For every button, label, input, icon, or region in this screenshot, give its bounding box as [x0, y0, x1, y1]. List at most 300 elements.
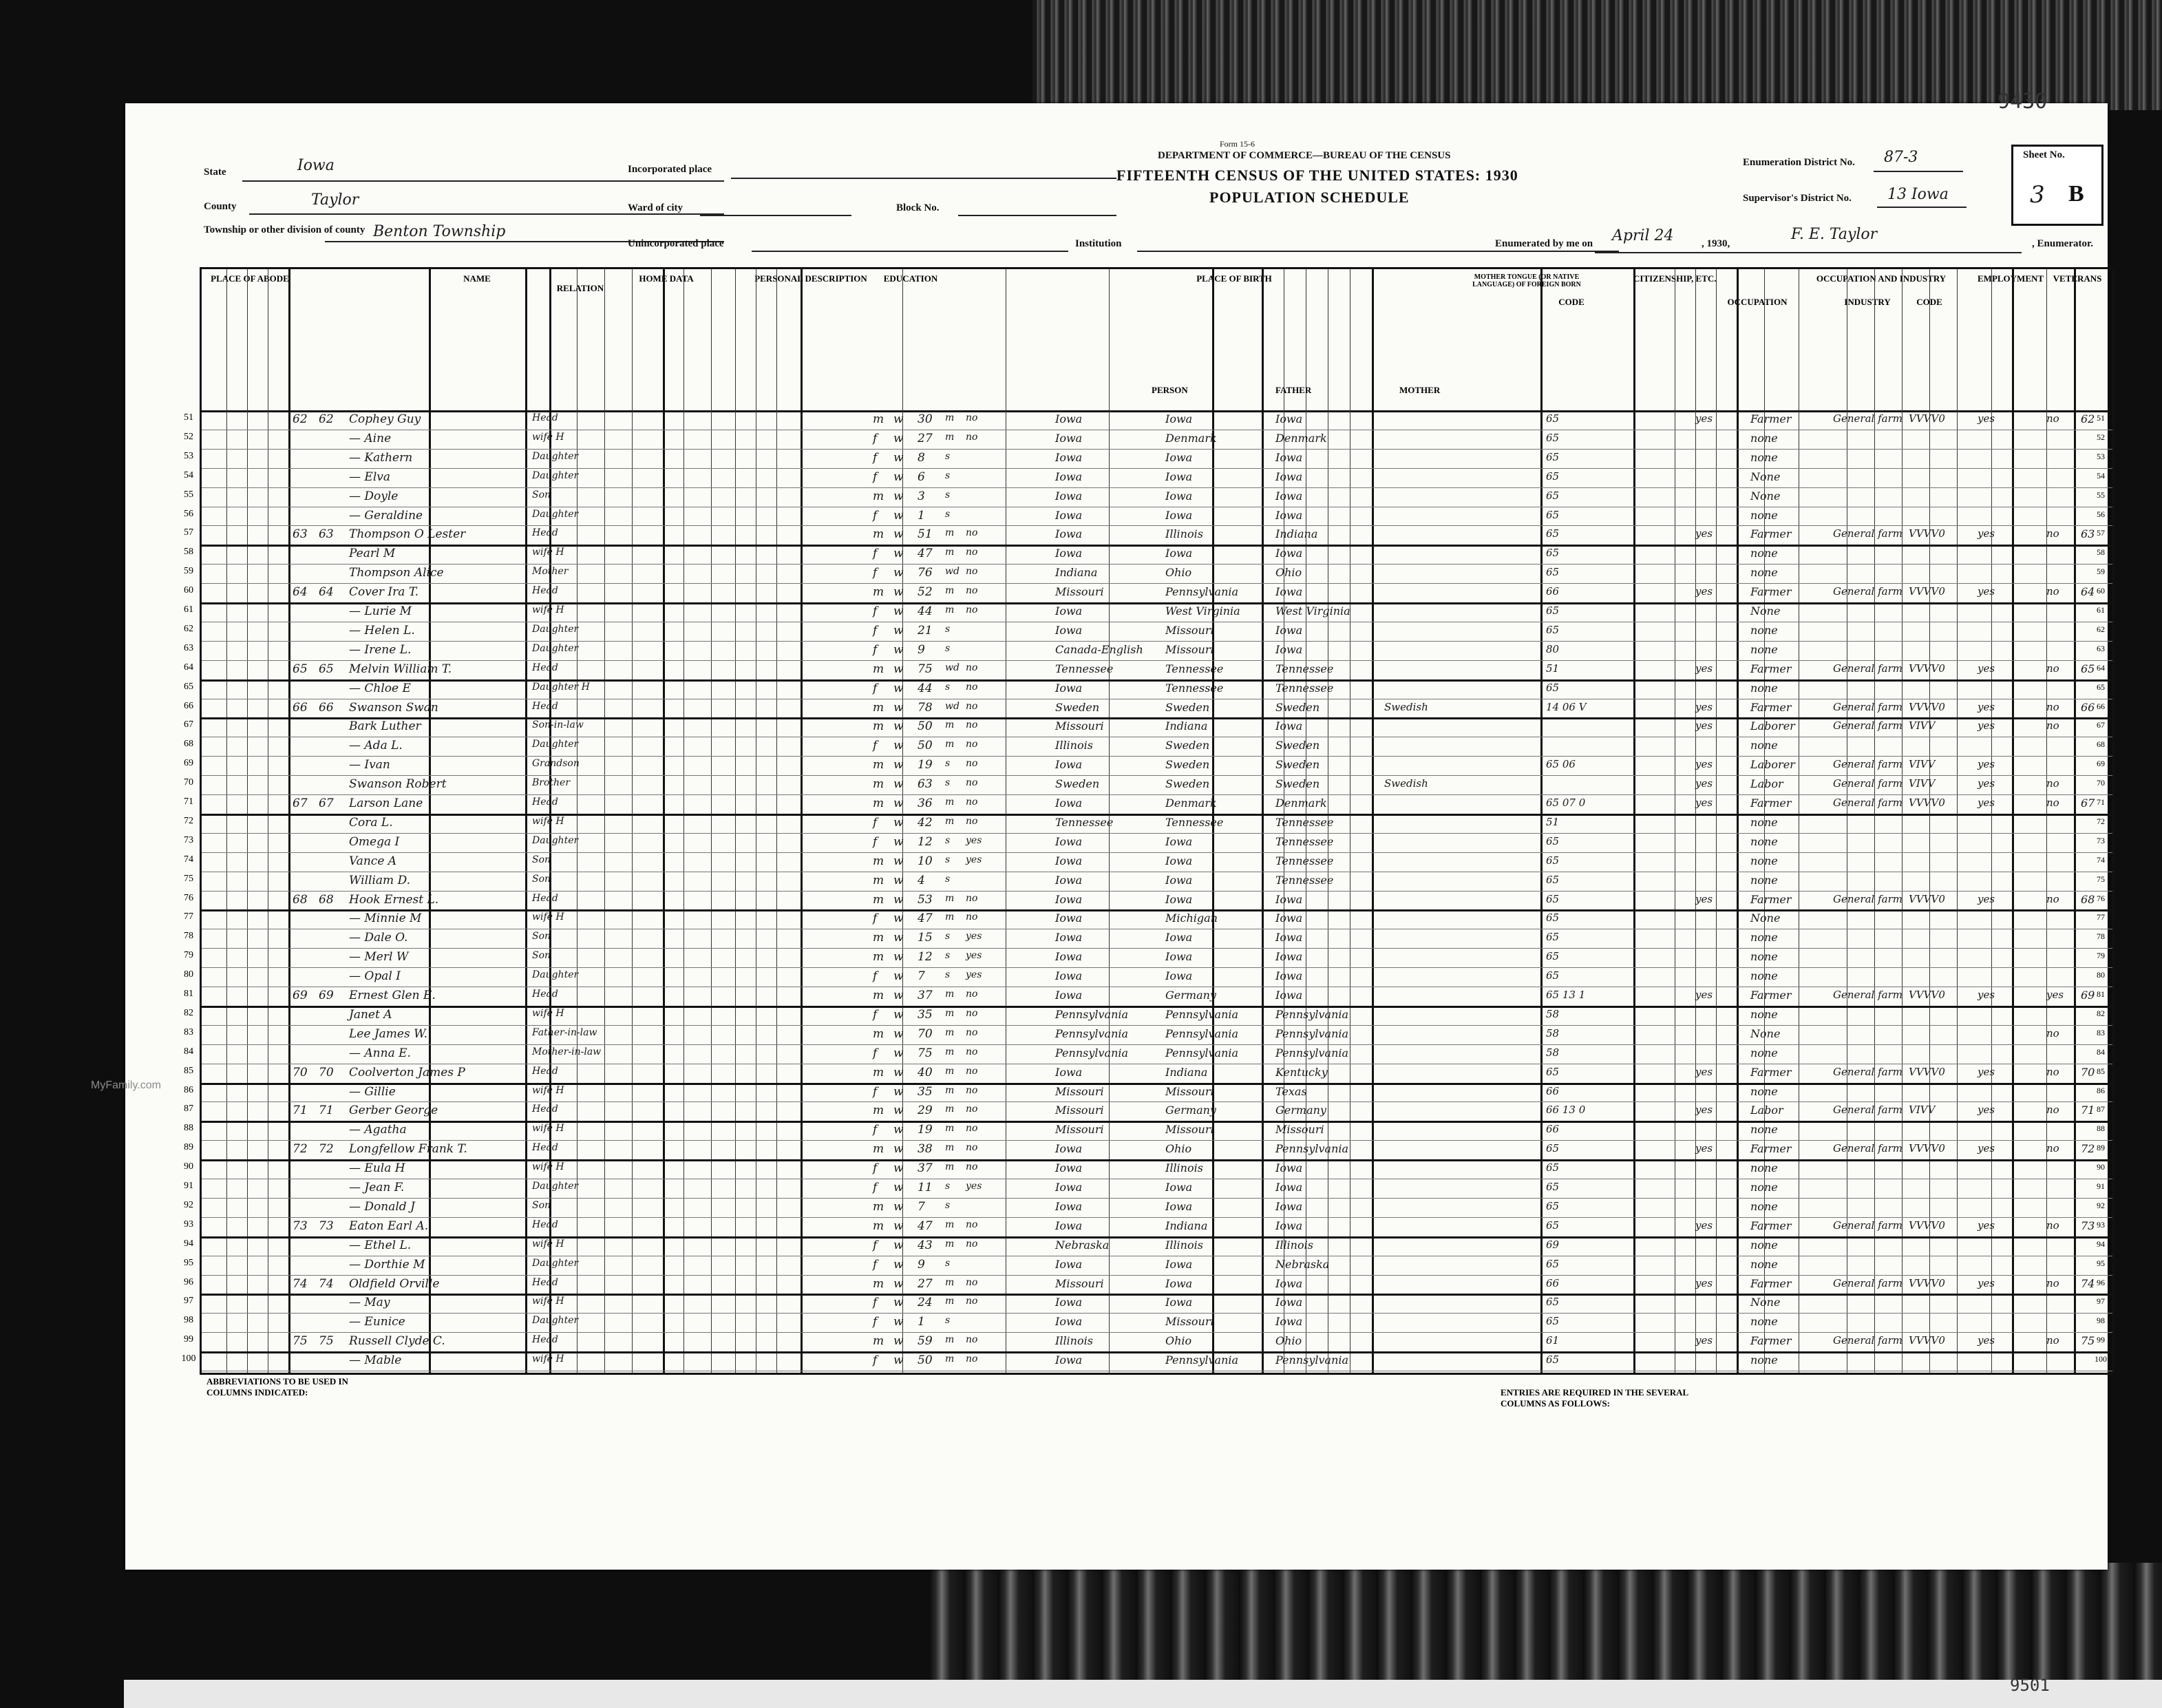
grid-column-line [711, 269, 712, 1373]
cell-fb: Missouri [1165, 642, 1214, 656]
grid-column-line [288, 269, 290, 1373]
grid-column-line [2046, 269, 2047, 1373]
row-number-right: 92 [2097, 1200, 2105, 1210]
cell-code: 65 [1546, 1315, 1560, 1328]
cell-n: 76 [184, 892, 193, 903]
cell-mar: m [945, 431, 955, 443]
cell-code: 66 [1546, 1123, 1560, 1136]
cell-mar: m [945, 1161, 955, 1173]
group-mother-tongue: MOTHER TONGUE (OR NATIVE LANGUAGE) OF FOREIGN BORN [1472, 273, 1581, 288]
cell-name: Cophey Guy [349, 412, 421, 426]
cell-name: — Doyle [349, 489, 399, 503]
cell-emp: yes [1978, 777, 1995, 790]
cell-fb: Missouri [1165, 1315, 1214, 1329]
cell-occ: none [1750, 834, 1778, 848]
cell-cd: VVVV0 [1909, 892, 1945, 905]
row-number-right: 64 [2097, 662, 2105, 673]
cell-age: 37 [918, 1161, 933, 1176]
cell-name: Longfellow Frank T. [349, 1142, 467, 1157]
cell-name: — May [349, 1296, 390, 1310]
cell-occ: none [1750, 642, 1778, 656]
cell-mar: m [945, 1123, 955, 1135]
cell-race: w [893, 1334, 904, 1349]
cell-vet: no [2046, 1104, 2059, 1117]
row-number-right: 56 [2097, 509, 2105, 519]
cell-mb: Texas [1275, 1084, 1307, 1098]
cell-age: 50 [918, 1353, 933, 1368]
cell-sex: f [873, 1296, 878, 1310]
table-row-line [202, 814, 2112, 816]
cell-edu: no [966, 911, 978, 923]
cell-n: 72 [184, 815, 193, 826]
cell-emp: yes [1978, 700, 1995, 713]
row-number-right: 80 [2097, 970, 2105, 980]
cell-edu: no [966, 1123, 978, 1135]
cell-pb: Iowa [1055, 1181, 1083, 1194]
cell-code: 65 [1546, 1219, 1560, 1232]
cell-n: 93 [184, 1219, 193, 1230]
cell-mb: Iowa [1275, 1181, 1303, 1194]
cell-mb: Iowa [1275, 969, 1303, 983]
cell-pb: Iowa [1055, 470, 1083, 483]
cell-edu: yes [966, 950, 982, 962]
cell-age: 75 [918, 662, 933, 676]
cell-fa: 69 [319, 989, 334, 1002]
cell-sex: m [873, 854, 884, 868]
cell-age: 12 [918, 834, 933, 849]
cell-name: Gerber George [349, 1104, 438, 1118]
cell-rel: Daughter [532, 834, 579, 846]
cell-race: w [893, 623, 904, 637]
cell-name: Lee James W. [349, 1026, 427, 1041]
cell-mb: Iowa [1275, 623, 1303, 637]
grid-column-line [1991, 269, 1992, 1373]
cell-race: w [893, 642, 904, 657]
cell-occ: Farmer [1750, 527, 1792, 541]
cell-sex: f [873, 1257, 878, 1272]
group-abode: PLACE OF ABODE [211, 273, 289, 284]
cell-sex: f [873, 508, 878, 523]
cell-race: w [893, 450, 904, 465]
cell-edu: no [966, 815, 978, 827]
cell-tongue: Swedish [1384, 700, 1428, 713]
cell-mar: m [945, 911, 955, 923]
cell-name: — Dale O. [349, 931, 408, 945]
cell-occ: none [1750, 1199, 1778, 1213]
cell-age: 44 [918, 681, 933, 695]
cell-citizenship-mark: yes [1695, 1334, 1713, 1347]
cell-fb: Tennessee [1165, 681, 1224, 695]
cell-edu: no [966, 1046, 978, 1057]
cell-ind: General farm [1833, 527, 1903, 540]
cell-name: — Jean F. [349, 1181, 405, 1194]
cell-age: 52 [918, 585, 933, 600]
cell-sex: m [873, 1199, 884, 1214]
cell-mar: s [945, 642, 951, 654]
group-employment: EMPLOYMENT [1978, 273, 2044, 284]
cell-mar: m [945, 719, 955, 731]
cell-race: w [893, 604, 904, 618]
cell-occ: Farmer [1750, 1065, 1792, 1079]
cell-fb: Indiana [1165, 1219, 1208, 1232]
cell-cd: VVVV0 [1909, 797, 1945, 809]
cell-code: 65 06 [1546, 758, 1576, 771]
cell-pb: Nebraska [1055, 1238, 1110, 1252]
cell-fb: Iowa [1165, 450, 1193, 464]
incorporated-label: Incorporated place [628, 164, 712, 175]
cell-citizenship-mark: yes [1695, 719, 1713, 732]
cell-name: — Eunice [349, 1315, 405, 1329]
grid-column-line [247, 269, 248, 1373]
cell-sex: m [873, 777, 884, 792]
cell-sex: f [873, 566, 878, 580]
cell-rel: Daughter [532, 450, 579, 462]
cell-fb: Missouri [1165, 1084, 1214, 1098]
cell-fb: Denmark [1165, 431, 1217, 445]
cell-code: 14 06 V [1546, 700, 1587, 713]
cell-dw: 73 [293, 1219, 308, 1233]
cell-race: w [893, 989, 904, 1002]
cell-fa: 74 [319, 1276, 334, 1291]
cell-age: 3 [918, 489, 925, 503]
cell-age: 50 [918, 739, 933, 753]
cell-vn: 72 [2081, 1142, 2095, 1156]
cell-age: 9 [918, 642, 925, 657]
cell-code: 65 [1546, 1296, 1560, 1309]
cell-cd: VVVV0 [1909, 1142, 1945, 1155]
cell-mar: s [945, 873, 951, 885]
cell-mb: West Virginia [1275, 604, 1350, 618]
cell-code: 65 [1546, 1353, 1560, 1367]
cell-mb: Iowa [1275, 1296, 1303, 1309]
cell-mar: s [945, 623, 951, 635]
cell-fa: 64 [319, 585, 334, 600]
cell-rel: Son [532, 1199, 551, 1211]
cell-edu: no [966, 892, 978, 904]
row-number-right: 74 [2097, 854, 2105, 865]
cell-fb: Pennsylvania [1165, 1026, 1239, 1040]
cell-citizenship-mark: yes [1695, 1142, 1713, 1155]
cell-citizenship-mark: yes [1695, 989, 1713, 1001]
cell-vet: no [2046, 1276, 2059, 1289]
cell-race: w [893, 1238, 904, 1252]
cell-cd: VVVV0 [1909, 412, 1945, 425]
cell-sex: m [873, 797, 884, 810]
cell-sex: m [873, 1142, 884, 1157]
cell-mar: s [945, 854, 951, 865]
cell-dw: 69 [293, 989, 308, 1002]
table-row-line [202, 641, 2112, 642]
cell-vet: no [2046, 700, 2059, 713]
cell-rel: Brother [532, 777, 571, 789]
cell-pb: Tennessee [1055, 815, 1114, 829]
cell-age: 36 [918, 797, 933, 810]
cell-race: w [893, 892, 904, 907]
cell-name: — Minnie M [349, 911, 422, 926]
cell-fb: Iowa [1165, 950, 1193, 964]
cell-citizenship-mark: yes [1695, 892, 1713, 905]
cell-race: w [893, 758, 904, 772]
cell-mar: s [945, 931, 951, 942]
cell-mar: m [945, 1334, 955, 1346]
cell-fa: 71 [319, 1104, 334, 1118]
grid-column-line [735, 269, 736, 1373]
cell-emp: yes [1978, 1334, 1995, 1347]
row-number-right: 78 [2097, 931, 2105, 942]
cell-age: 27 [918, 1276, 933, 1291]
cell-pb: Iowa [1055, 950, 1083, 964]
cell-cd: VVVV0 [1909, 989, 1945, 1001]
enumerated-label: Enumerated by me on [1495, 238, 1593, 249]
cell-pb: Iowa [1055, 547, 1083, 560]
cell-rel: Head [532, 1219, 558, 1230]
cell-mar: m [945, 1046, 955, 1057]
cell-rel: Grandson [532, 758, 580, 770]
cell-age: 19 [918, 758, 933, 772]
table-row-line [202, 1159, 2112, 1161]
table-row-line [202, 1198, 2112, 1199]
cell-rel: Daughter [532, 969, 579, 981]
row-number-right: 99 [2097, 1335, 2105, 1345]
cell-dw: 63 [293, 527, 308, 542]
cell-ind: General farm [1833, 412, 1903, 425]
cell-mar: s [945, 470, 951, 481]
cell-citizenship-mark: yes [1695, 662, 1713, 675]
cell-age: 53 [918, 892, 933, 907]
table-row-line [202, 564, 2112, 565]
cell-name: Vance A [349, 854, 397, 868]
cell-edu: no [966, 681, 978, 693]
cell-mb: Iowa [1275, 931, 1303, 945]
group-birth: PLACE OF BIRTH [1196, 273, 1272, 284]
cell-cd: VVVV0 [1909, 662, 1945, 675]
grid-column-line [632, 269, 633, 1373]
cell-mar: m [945, 412, 955, 423]
cell-pb: Iowa [1055, 1065, 1083, 1079]
cell-mb: Tennessee [1275, 854, 1334, 867]
cell-n: 92 [184, 1199, 193, 1210]
cell-edu: no [966, 1238, 978, 1250]
table-row-line [202, 1025, 2112, 1026]
grid-column-line [663, 269, 665, 1373]
cell-occ: Labor [1750, 777, 1783, 791]
cell-occ: None [1750, 604, 1781, 618]
cell-vet: no [2046, 1334, 2059, 1347]
cell-race: w [893, 873, 904, 887]
next-sheet-edge [124, 1676, 2162, 1708]
row-number-right: 84 [2097, 1046, 2105, 1057]
cell-name: — Lurie M [349, 604, 412, 618]
block-label: Block No. [896, 202, 940, 213]
row-number-right: 91 [2097, 1181, 2105, 1191]
cell-emp: yes [1978, 989, 1995, 1001]
cell-vn: 75 [2081, 1334, 2095, 1348]
cell-dw: 66 [293, 700, 308, 715]
cell-occ: Farmer [1750, 662, 1792, 675]
cell-dw: 62 [293, 412, 308, 426]
cell-age: 9 [918, 1257, 925, 1272]
grid-column-line [1902, 269, 1903, 1373]
cell-mb: Nebraska [1275, 1257, 1330, 1271]
cell-mar: s [945, 508, 951, 520]
cell-occ: none [1750, 873, 1778, 887]
row-number-right: 77 [2097, 912, 2105, 922]
cell-mb: Iowa [1275, 470, 1303, 483]
cell-fb: Michigan [1165, 911, 1218, 925]
group-relation: RELATION [556, 283, 604, 293]
cell-pb: Missouri [1055, 585, 1104, 599]
cell-age: 1 [918, 508, 925, 523]
row-number-right: 72 [2097, 816, 2105, 826]
cell-occ: none [1750, 566, 1778, 580]
table-row-line [202, 1083, 2112, 1085]
cell-citizenship-mark: yes [1695, 758, 1713, 771]
cell-n: 71 [184, 797, 193, 807]
cell-mar: m [945, 1276, 955, 1288]
grid-column-line [1929, 269, 1930, 1373]
grid-column-line [1262, 269, 1264, 1373]
cell-name: — Aine [349, 431, 392, 445]
cell-code: 80 [1546, 642, 1560, 655]
cell-sex: f [873, 1353, 878, 1368]
cell-mar: m [945, 1007, 955, 1019]
cell-fa: 72 [319, 1142, 334, 1157]
col-industry: INDUSTRY [1844, 297, 1891, 307]
cell-fa: 65 [319, 662, 334, 676]
cell-occ: none [1750, 431, 1778, 445]
cell-occ: none [1750, 1046, 1778, 1059]
cell-name: Cora L. [349, 815, 393, 830]
cell-code: 65 [1546, 931, 1560, 944]
cell-sex: m [873, 412, 884, 426]
cell-fb: Iowa [1165, 412, 1193, 425]
table-row-line [202, 1351, 2112, 1353]
cell-mar: s [945, 758, 951, 770]
cell-code: 66 [1546, 585, 1560, 598]
cell-name: — Merl W [349, 950, 409, 964]
bottom-stamp: 9501 [2010, 1676, 2050, 1695]
cell-dw: 68 [293, 892, 308, 907]
cell-sex: f [873, 1084, 878, 1099]
cell-age: 50 [918, 719, 933, 734]
cell-n: 73 [184, 834, 193, 845]
state-label: State [204, 167, 226, 178]
grid-column-line [1874, 269, 1875, 1373]
cell-ind: General farm [1833, 892, 1903, 905]
cell-race: w [893, 1026, 904, 1041]
cell-mb: Iowa [1275, 1161, 1303, 1175]
cell-mb: Missouri [1275, 1123, 1324, 1137]
cell-age: 44 [918, 604, 933, 618]
cell-pb: Iowa [1055, 911, 1083, 925]
cell-fb: Iowa [1165, 508, 1193, 522]
department-line: DEPARTMENT OF COMMERCE—BUREAU OF THE CENSUS [1158, 150, 1451, 161]
cell-fb: Pennsylvania [1165, 1046, 1239, 1059]
group-name: NAME [463, 273, 491, 284]
cell-rel: Head [532, 412, 558, 423]
cell-vn: 70 [2081, 1065, 2095, 1079]
cell-race: w [893, 969, 904, 984]
cell-rel: Head [532, 585, 558, 597]
table-row-line [202, 525, 2112, 526]
cell-cd: VVVV0 [1909, 1065, 1945, 1078]
grid-column-line [1695, 269, 1696, 1373]
cell-ind: General farm [1833, 662, 1903, 675]
cell-mb: Iowa [1275, 1219, 1303, 1232]
cell-rel: Daughter [532, 1315, 579, 1327]
cell-n: 70 [184, 777, 193, 788]
row-number-right: 63 [2097, 643, 2105, 653]
cell-race: w [893, 815, 904, 830]
cell-edu: no [966, 1007, 978, 1019]
cell-age: 47 [918, 1219, 933, 1233]
cell-pb: Iowa [1055, 431, 1083, 445]
cell-age: 6 [918, 470, 925, 484]
cell-name: — Geraldine [349, 508, 423, 523]
grid-column-line [226, 269, 227, 1373]
row-number-right: 86 [2097, 1085, 2105, 1095]
cell-n: 63 [184, 642, 193, 653]
cell-code: 65 [1546, 1065, 1560, 1078]
cell-age: 24 [918, 1296, 933, 1310]
table-row-line [202, 717, 2112, 719]
cell-citizenship-mark: yes [1695, 1219, 1713, 1232]
cell-rel: wife H [532, 1238, 564, 1250]
cell-mar: m [945, 739, 955, 750]
cell-race: w [893, 1276, 904, 1291]
cell-mb: Pennsylvania [1275, 1026, 1349, 1040]
cell-n: 68 [184, 739, 193, 750]
cell-edu: no [966, 566, 978, 578]
cell-race: w [893, 1046, 904, 1060]
cell-dw: 71 [293, 1104, 308, 1118]
abbreviations-title: ABBREVIATIONS TO BE USED IN COLUMNS INDICATED: [206, 1376, 348, 1398]
cell-n: 80 [184, 969, 193, 980]
cell-age: 11 [918, 1181, 933, 1194]
group-occupation: OCCUPATION AND INDUSTRY [1816, 273, 1947, 284]
cell-pb: Iowa [1055, 604, 1083, 618]
cell-sex: f [873, 1181, 878, 1194]
cell-mar: m [945, 604, 955, 615]
cell-emp: yes [1978, 719, 1995, 732]
cell-code: 65 [1546, 450, 1560, 463]
cell-fb: Illinois [1165, 527, 1203, 541]
cell-edu: yes [966, 1181, 982, 1192]
row-number-right: 82 [2097, 1008, 2105, 1018]
cell-mb: Sweden [1275, 739, 1320, 752]
cell-sex: m [873, 489, 884, 503]
grid-column-line [1372, 269, 1374, 1373]
cell-n: 61 [184, 604, 193, 615]
cell-code: 65 [1546, 950, 1560, 963]
cell-occ: none [1750, 1238, 1778, 1252]
cell-fb: Pennsylvania [1165, 585, 1239, 599]
cell-emp: yes [1978, 797, 1995, 809]
form-number: Form 15-6 [1220, 139, 1255, 149]
township-label: Township or other division of county [204, 224, 365, 235]
cell-rel: wife H [532, 1296, 564, 1307]
cell-rel: wife H [532, 431, 564, 443]
cell-code: 65 [1546, 508, 1560, 521]
cell-occ: Farmer [1750, 585, 1792, 599]
cell-mar: s [945, 777, 951, 789]
cell-ind: General farm [1833, 700, 1903, 713]
cell-pb: Iowa [1055, 834, 1083, 848]
cell-name: — Dorthie M [349, 1257, 425, 1272]
cell-sex: m [873, 950, 884, 964]
cell-mar: m [945, 527, 955, 539]
cell-age: 78 [918, 700, 933, 715]
